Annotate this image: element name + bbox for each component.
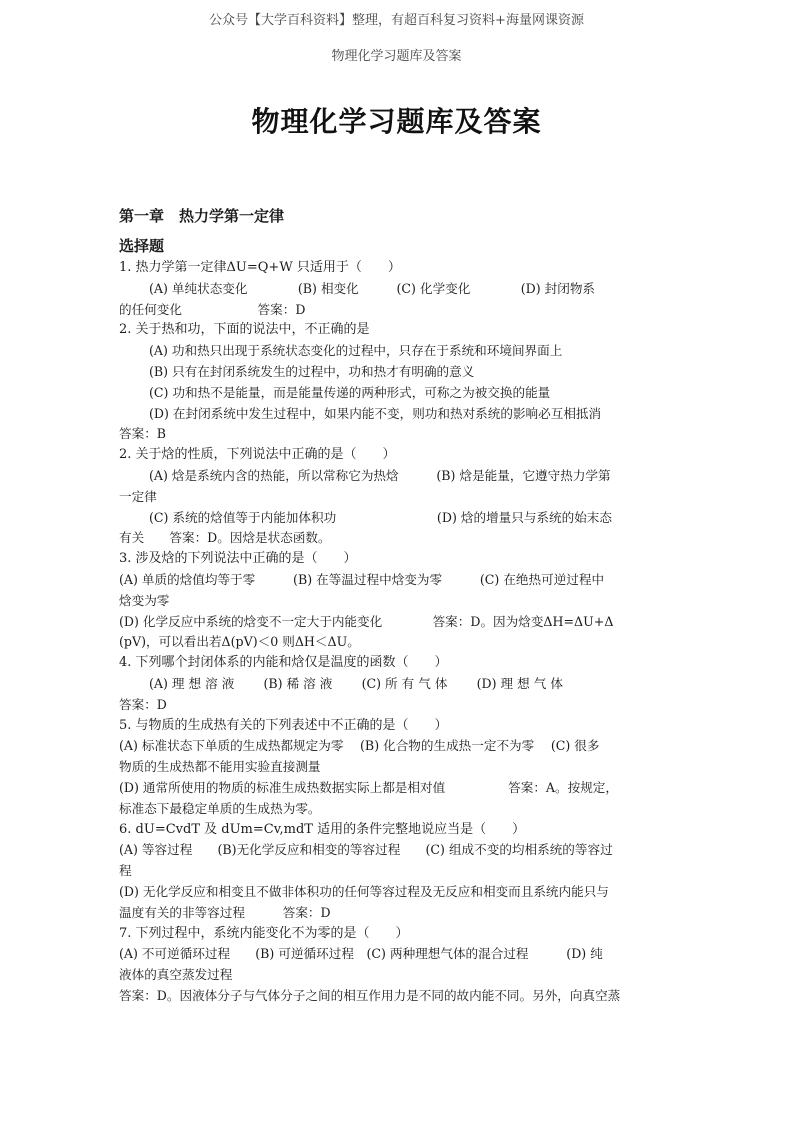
text-line: (D) 无化学反应和相变且不做非体积功的任何等容过程及无反应和相变而且系统内能只与 [119, 883, 609, 899]
text-line: 物质的生成热都不能用实验直接测量 [119, 759, 321, 775]
text-line: (A) 标准状态下单质的生成热都规定为零 (B) 化合物的生成热一定不为零 (C) 很多 [119, 738, 600, 754]
text-line: 标准态下最稳定单质的生成热为零。 [119, 800, 321, 816]
question-line: 7. 下列过程中，系统内能变化不为零的是（ ） [119, 925, 409, 941]
question-line: 6. dU=CvdT 及 dUm=Cv,mdT 适用的条件完整地说应当是（ ） [119, 821, 526, 837]
question-line: 2. 关于焓的性质，下列说法中正确的是（ ） [119, 447, 396, 463]
text-line: 焓变为零 [119, 592, 170, 608]
text-line: 答案：D [119, 696, 167, 712]
text-line: 一定律 [119, 488, 157, 504]
text-line: (A) 功和热只出现于系统状态变化的过程中，只存在于系统和环境间界面上 [149, 343, 563, 359]
text-line: 温度有关的非等容过程 答案：D [119, 904, 331, 920]
text-line: (A) 单纯状态变化 (B) 相变化 (C) 化学变化 (D) 封闭物系 [149, 280, 596, 296]
chapter-heading: 第一章 热力学第一定律 [119, 207, 285, 225]
text-line: 的任何变化 答案：D [119, 301, 306, 317]
question-line: 3. 涉及焓的下列说法中正确的是（ ） [119, 551, 357, 567]
text-line: (D) 在封闭系统中发生过程中，如果内能不变，则功和热对系统的影响必互相抵消 [149, 405, 602, 421]
text-line: 答案：D。因液体分子与气体分子之间的相互作用力是不同的故内能不同。另外，向真空蒸 [119, 987, 621, 1003]
question-line: 1. 热力学第一定律ΔU=Q+W 只适用于（ ） [119, 260, 401, 275]
text-line: (A) 单质的焓值均等于零 (B) 在等温过程中焓变为零 (C) 在绝热可逆过程中 [119, 571, 605, 587]
text-line: (A) 理 想 溶 液 (B) 稀 溶 液 (C) 所 有 气 体 (D) 理 想 气 体 [149, 675, 563, 691]
question-line: 4. 下列哪个封闭体系的内能和焓仅是温度的函数（ ） [119, 655, 448, 671]
text-line: (C) 功和热不是能量，而是能量传递的两种形式，可称之为被交换的能量 [149, 384, 551, 400]
page-banner: 公众号【大学百科资料】整理，有超百科复习资料+海量网课资源 [209, 13, 584, 28]
text-line: (B) 只有在封闭系统发生的过程中，功和热才有明确的意义 [149, 363, 475, 379]
question-line: 5. 与物质的生成热有关的下列表述中不正确的是（ ） [119, 717, 448, 733]
text-line: (A) 不可逆循环过程 (B) 可逆循环过程 (C) 两种理想气体的混合过程 (D) 纯 [119, 946, 603, 962]
text-line: 液体的真空蒸发过程 [119, 967, 233, 983]
question-line: 2. 关于热和功，下面的说法中，不正确的是 [119, 322, 370, 338]
text-line: (D) 化学反应中系统的焓变不一定大于内能变化 答案：D。因为焓变ΔH=ΔU+Δ [119, 613, 614, 629]
running-header: 物理化学习题库及答案 [331, 49, 462, 64]
text-line: 有关 答案：D。因焓是状态函数。 [119, 530, 331, 546]
document-title: 物理化学习题库及答案 [251, 105, 542, 138]
document-body [119, 204, 675, 1007]
text-line: (C) 系统的焓值等于内能加体积功 (D) 焓的增量只与系统的始末态 [149, 509, 612, 525]
text-line: (A) 等容过程 (B)无化学反应和相变的等容过程 (C) 组成不变的均相系统的等容过 [119, 842, 613, 858]
question-list [119, 258, 675, 1007]
section-heading: 选择题 [119, 237, 165, 255]
text-line: 程 [119, 863, 132, 879]
text-line: (pV)，可以看出若Δ(pV)＜0 则ΔH＜ΔU。 [119, 634, 360, 650]
text-line: (D) 通常所使用的物质的标准生成热数据实际上都是相对值 答案：A。按规定， [119, 779, 618, 795]
text-line: 答案：B [119, 426, 167, 442]
text-line: (A) 焓是系统内含的热能，所以常称它为热焓 (B) 焓是能量，它遵守热力学第 [149, 467, 611, 483]
